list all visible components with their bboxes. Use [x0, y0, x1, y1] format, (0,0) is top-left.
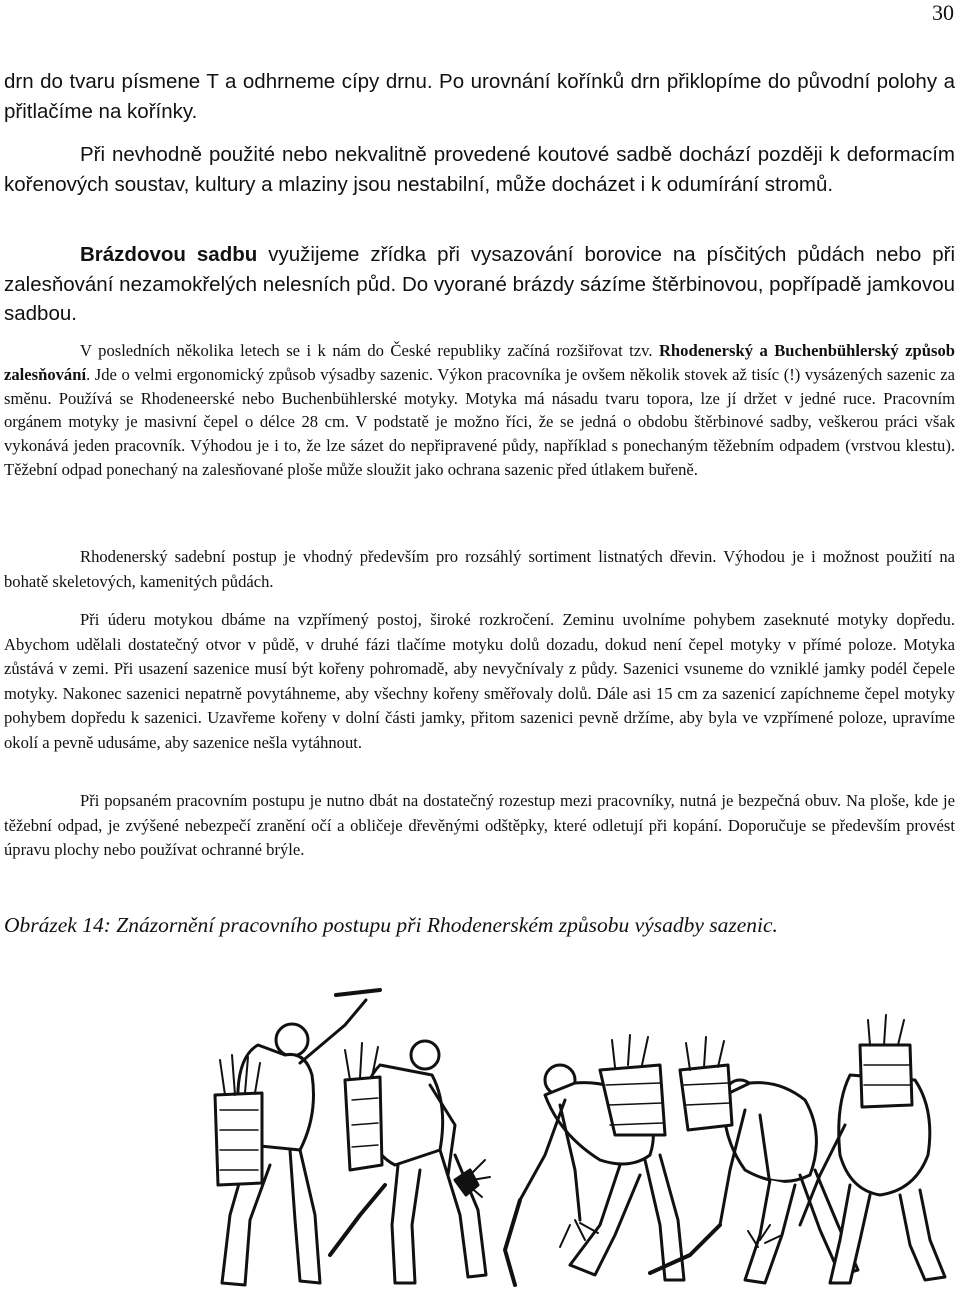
- worker-figure-3: [505, 1035, 684, 1285]
- worker-figure-2: [330, 1041, 490, 1283]
- figure-caption: Obrázek 14: Znázornění pracovního postupu při Rhodenerském způsobu výsadby sazenic.: [4, 913, 778, 937]
- paragraph-hoe-procedure: Při úderu motykou dbáme na vzpřímený postoj, široké rozkročení. Zeminu uvolníme pohybem zaseknuté motyky dopředu. Abychom udělali dostatečný otvor v půdě, v druhé fázi tlačíme motyku dolů dozadu, dokud není čepel motyky v přímé poloze. Motyka zůstává v zemi. Při usazení sazenice musí být kořeny pohromadě, aby nevyčnívaly z půdy. Sazenici vsuneme do vzniklé jamky podél čepele motyky. Nakonec sazenici nepatrně povytáhneme, aby všechny kořeny směřovaly dolů. Dále asi 15 cm za sazenicí zapíchneme čepel motyky pohybem dopředu k sazenici. Uzavřeme kořeny v dolní části jamky, přitom sazenici pevně držíme, aby byla ve vzpřímené poloze, upravíme okolí a pevně udusáme, aby sazenice nešla vytáhnout.: [4, 610, 955, 752]
- paragraph-safety: Při popsaném pracovním postupu je nutno dbát na dostatečný rozestup mezi pracovníky, nutná je bezpečná obuv. Na ploše, kde je těžební odpad, je zvýšené nebezpečí zranění očí a obličeje dřevěnými odštěpky, které odletují při kopání. Doporučuje se především provést úpravu plochy nebo používat ochranné brýle.: [4, 791, 955, 860]
- rhodener-intro-text: V posledních několika letech se i k nám do České republiky začíná rozšiřovat tzv.: [80, 341, 659, 360]
- worker-figure-5: [800, 1015, 945, 1283]
- paragraph-rhodener-method: [4, 339, 955, 482]
- paragraph-corner-planting: Při nevhodně použité nebo nekvalitně provedené koutové sadbě dochází později k deformacím kořenových soustav, kultury a mlaziny jsou nestabilní, může docházet i k odumírání stromů.: [4, 143, 955, 196]
- paragraph-sod-planting-end: drn do tvaru písmene T a odhrneme cípy drnu. Po urovnání kořínků drn přiklopíme do původní polohy a přitlačíme na kořínky.: [4, 70, 955, 123]
- paragraph-rhodener-suitability: Rhodenerský sadební postup je vhodný především pro rozsáhlý sortiment listnatých dřevin. Výhodou je i možnost použití na bohatě skeletových, kamenitých půdách.: [4, 547, 955, 591]
- rhodener-method-term: Rhodenerský a Buchenbühlerský způsob zalesňování: [4, 341, 955, 384]
- page-number: 30: [932, 0, 954, 25]
- rhodener-method-text: . Jde o velmi ergonomický způsob výsadby sazenic. Výkon pracovníka je ovšem několik stovek až tisíc (!) vysázených sazenic za směnu. Používá se Rhodeneerské nebo Buchenbühlerské motyky. Motyka má násadu tvaru topora, lze jí držet v jedné ruce. Pracovním orgánem motyky je masivní čepel o délce 28 cm. V podstatě je možno říci, že se jedná o obdobu štěrbinové sadby, veškerou práci však vykonává jeden pracovník. Výhodou je i to, že lze sázet do nepřipravené půdy, například s ponechaným těžebním odpadem (vrstvou klestu). Těžební odpad ponechaný na zalesňované ploše může sloužit jako ochrana sazenic před útlakem buřeně.: [4, 364, 955, 479]
- furrow-planting-text: využijeme zřídka při vysazování borovice na písčitých půdách nebo při zalesňování nezamokřelých nelesních půd. Do vyorané brázdy sázíme štěrbinovou, popřípadě jamkovou sadbou.: [4, 243, 955, 325]
- paragraph-furrow-planting: [4, 240, 955, 329]
- planting-procedure-illustration: [0, 985, 960, 1299]
- furrow-planting-term: Brázdovou sadbu: [80, 243, 258, 266]
